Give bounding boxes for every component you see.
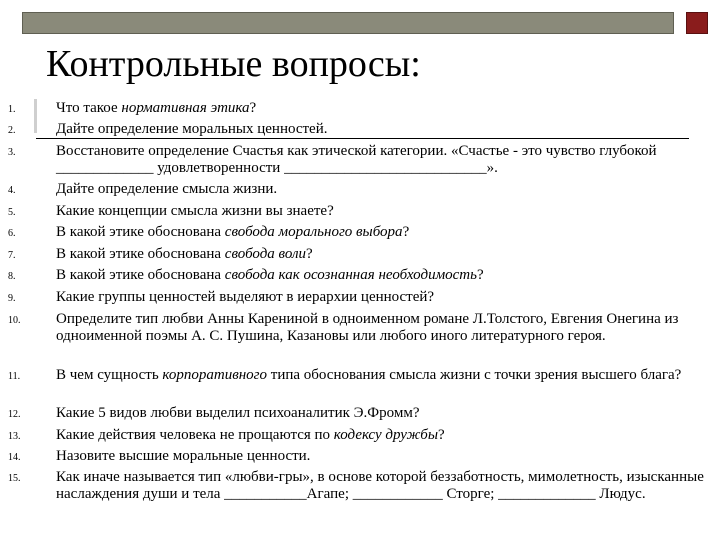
question-term-italic: кодексу дружбы: [333, 427, 439, 443]
question-text-part: ?: [476, 267, 484, 283]
question-text: [56, 143, 716, 177]
question-number: 2.: [8, 125, 16, 136]
question-text-part: В какой этике обоснована: [56, 267, 225, 283]
question-number: 9.: [8, 293, 16, 304]
question-text-part: ?: [306, 246, 313, 262]
question-number: 3.: [8, 147, 16, 158]
question-text-part: ?: [402, 224, 410, 240]
question-text: [56, 448, 711, 465]
question-number: 13.: [8, 431, 21, 442]
question-text-part: ?: [249, 100, 257, 116]
question-number: 8.: [8, 271, 16, 282]
question-term-italic: свобода морального выбора: [224, 224, 403, 240]
question-text-part: Восстановите определение Счастья как этической категории. «Счастье - это чувство глубокой _____________ удовлетворенности ___________________________».: [56, 143, 657, 176]
question-number: 6.: [8, 228, 16, 239]
question-text: [56, 224, 711, 241]
question-text-part: В чем сущность: [56, 367, 163, 383]
question-number: 5.: [8, 207, 16, 218]
question-text: [56, 267, 711, 284]
title-bar-decoration: [22, 12, 674, 34]
question-text-part: Определите тип любви Анны Карениной в одноименном романе Л.Толстого, Евгения Онегина из одноименной поэмы А. С. Пушина, Казановы или любого иного литературного героя.: [56, 311, 679, 344]
question-text-part: Дайте определение смысла жизни.: [56, 181, 278, 197]
question-text: [56, 289, 711, 306]
question-term-italic: корпоративного: [162, 367, 268, 383]
question-number: 14.: [8, 452, 21, 463]
question-text-part: типа обоснования смысла жизни с точки зрения высшего блага?: [267, 367, 682, 383]
question-text: [56, 405, 711, 422]
question-text-part: ?: [438, 427, 445, 443]
question-term-italic: свобода как осознанная необходимость: [224, 267, 477, 283]
question-text-part: Назовите высшие моральные ценности.: [56, 448, 311, 464]
question-text-part: Какие группы ценностей выделяют в иерархии ценностей?: [56, 289, 435, 305]
question-text-part: В какой этике обоснована: [56, 224, 225, 240]
question-text: [56, 427, 711, 444]
question-text-part: В какой этике обоснована: [56, 246, 225, 262]
question-text-part: Какие действия человека не прощаются по: [56, 427, 334, 443]
question-number: 15.: [8, 473, 21, 484]
question-term-italic: нормативная этика: [121, 100, 250, 116]
question-text-part: Какие 5 видов любви выделил психоаналитик Э.Фромм?: [56, 405, 420, 421]
question-number: 1.: [8, 104, 16, 115]
question-number: 10.: [8, 315, 21, 326]
question-number: 12.: [8, 409, 21, 420]
question-text-part: Какие концепции смысла жизни вы знаете?: [56, 203, 334, 219]
question-text-part: Как иначе называется тип «любви-гры», в основе которой беззаботность, мимолетность, изысканные наслаждения души и тела ___________Агапе; ____________ Сторге; _____________ Людус.: [56, 469, 704, 502]
question-text: [56, 181, 711, 198]
question-number: 7.: [8, 250, 16, 261]
question-number: 4.: [8, 185, 16, 196]
question-term-italic: свобода воли: [224, 246, 307, 262]
question-text-part: Дайте определение моральных ценностей.: [56, 121, 328, 137]
question-text: [56, 469, 711, 503]
question-text: [56, 203, 711, 220]
corner-square-decoration: [686, 12, 708, 34]
question-text: [56, 311, 716, 345]
question-text: [56, 246, 711, 263]
question-text: [56, 100, 711, 117]
question-text: [36, 121, 689, 139]
question-text-part: Что такое: [56, 100, 122, 116]
question-number: 11.: [8, 371, 21, 382]
slide-title: Контрольные вопросы:: [46, 43, 421, 85]
question-text: [56, 367, 711, 384]
